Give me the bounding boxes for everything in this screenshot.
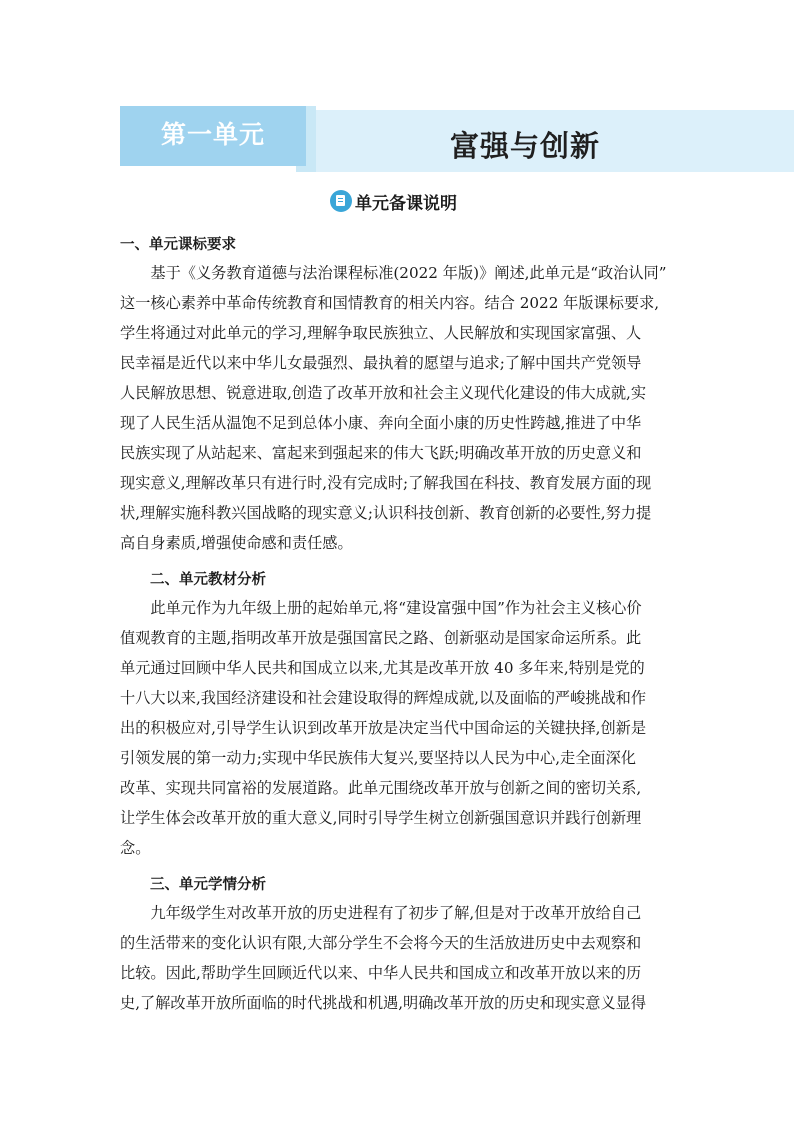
- part-1-paragraph: [120, 258, 680, 558]
- section-heading: [330, 188, 457, 214]
- text-line: 这一核心素养中革命传统教育和国情教育的相关内容。结合 2022 年版课标要求,: [120, 294, 660, 312]
- notebook-icon: [330, 190, 352, 212]
- text-line: 基于《义务教育道德与法治课程标准(2022 年版)》阐述,此单元是“政治认同”: [120, 264, 667, 282]
- part-2-paragraph: [120, 593, 680, 863]
- text-line: 人民解放思想、锐意进取,创造了改革开放和社会主义现代化建设的伟大成就,实: [120, 384, 647, 402]
- text-line: 史,了解改革开放所面临的时代挑战和机遇,明确改革开放的历史和现实意义显得: [120, 994, 647, 1012]
- section-title: 单元备课说明: [355, 193, 457, 214]
- text-line: 值观教育的主题,指明改革开放是强国富民之路、创新驱动是国家命运所系。此: [120, 629, 642, 647]
- text-line: 比较。因此,帮助学生回顾近代以来、中华人民共和国成立和改革开放以来的历: [120, 964, 642, 982]
- text-line: 状,理解实施科教兴国战略的现实意义;认识科技创新、教育创新的必要性,努力提: [120, 504, 652, 522]
- text-line: 现了人民生活从温饱不足到总体小康、奔向全面小康的历史性跨越,推进了中华: [120, 414, 642, 432]
- text-line: 出的积极应对,引导学生认识到改革开放是决定当代中国命运的关键抉择,创新是: [120, 719, 647, 737]
- text-line: 的生活带来的变化认识有限,大部分学生不会将今天的生活放进历史中去观察和: [120, 934, 642, 952]
- text-line: 高自身素质,增强使命感和责任感。: [120, 534, 353, 552]
- text-line: 引领发展的第一动力;实现中华民族伟大复兴,要坚持以人民为中心,走全面深化: [120, 749, 636, 767]
- part-heading-3: 三、单元学情分析: [150, 877, 266, 893]
- part-heading-2: 二、单元教材分析: [150, 572, 266, 588]
- part-heading-1: 一、单元课标要求: [120, 237, 236, 253]
- text-line: 此单元作为九年级上册的起始单元,将“建设富强中国”作为社会主义核心价: [120, 599, 642, 617]
- text-line: 单元通过回顾中华人民共和国成立以来,尤其是改革开放 40 多年来,特别是党的: [120, 659, 645, 677]
- text-line: 十八大以来,我国经济建设和社会建设取得的辉煌成就,以及面临的严峻挑战和作: [120, 689, 647, 707]
- text-line: 民族实现了从站起来、富起来到强起来的伟大飞跃;明确改革开放的历史意义和: [120, 444, 642, 462]
- text-line: 九年级学生对改革开放的历史进程有了初步了解,但是对于改革开放给自己: [120, 904, 642, 922]
- part-3-paragraph: [120, 898, 680, 1018]
- text-line: 改革、实现共同富裕的发展道路。此单元围绕改革开放与创新之间的密切关系,: [120, 779, 642, 797]
- unit-title: 富强与创新: [450, 129, 601, 163]
- text-line: 让学生体会改革开放的重大意义,同时引导学生树立创新强国意识并践行创新理: [120, 809, 642, 827]
- text-line: 民幸福是近代以来中华儿女最强烈、最执着的愿望与追求;了解中国共产党领导: [120, 354, 642, 372]
- text-line: 念。: [120, 839, 151, 857]
- unit-label: 第一单元: [160, 120, 265, 149]
- unit-banner: [120, 106, 794, 170]
- text-line: 现实意义,理解改革只有进行时,没有完成时;了解我国在科技、教育发展方面的现: [120, 474, 652, 492]
- text-line: 学生将通过对此单元的学习,理解争取民族独立、人民解放和实现国家富强、人: [120, 324, 642, 342]
